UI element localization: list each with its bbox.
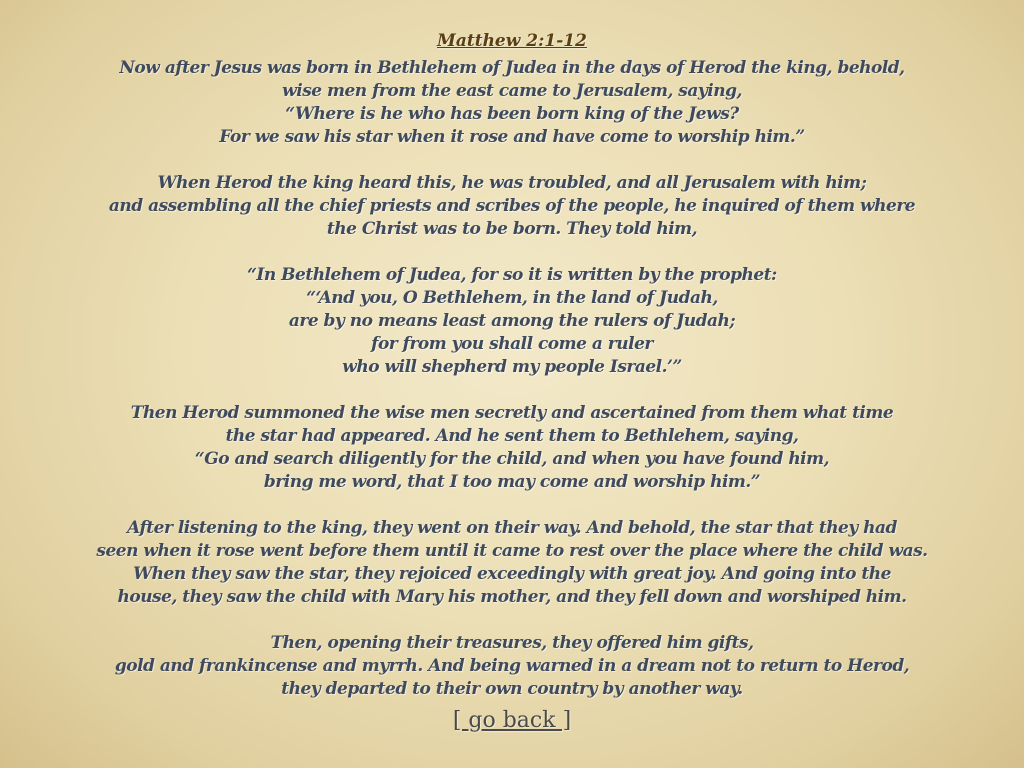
verse-line: for from you shall come a ruler	[371, 334, 653, 355]
verse-line: they departed to their own country by another way.	[281, 679, 743, 700]
go-back-link[interactable]: [ go back ]	[452, 708, 572, 733]
verse-line: are by no means least among the rulers of Judah;	[288, 311, 736, 332]
verse-line: “‘And you, O Bethlehem, in the land of Judah,	[306, 288, 718, 309]
paragraph	[0, 264, 1024, 379]
verse-line: and assembling all the chief priests and scribes of the people, he inquired of them where	[108, 196, 916, 217]
passage-title: Matthew 2:1-12	[437, 31, 587, 51]
paragraph	[0, 632, 1024, 701]
verse-line: wise men from the east came to Jerusalem, saying,	[282, 81, 742, 102]
verse-line: After listening to the king, they went on their way. And behold, the star that they had	[127, 518, 897, 538]
verse-line: When they saw the star, they rejoiced exceedingly with great joy. And going into the	[133, 564, 891, 585]
verse-line: house, they saw the child with Mary his mother, and they fell down and worshiped him.	[117, 587, 907, 608]
verse-line: “In Bethlehem of Judea, for so it is written by the prophet:	[247, 265, 777, 285]
verse-line: Then, opening their treasures, they offered him gifts,	[270, 633, 754, 653]
verse-line: “Where is he who has been born king of the Jews?	[285, 104, 739, 125]
verse-line: the star had appeared. And he sent them to Bethlehem, saying,	[225, 426, 799, 447]
verse-line: “Go and search diligently for the child, and when you have found him,	[194, 449, 830, 470]
verse-line: Now after Jesus was born in Bethlehem of Judea in the days of Herod the king, behold,	[119, 58, 905, 78]
verse-line: bring me word, that I too may come and worship him.”	[263, 472, 761, 493]
verse-line: For we saw his star when it rose and have come to worship him.”	[219, 127, 805, 148]
paragraph	[0, 172, 1024, 241]
paragraph	[0, 57, 1024, 149]
verse-line: Then Herod summoned the wise men secretly and ascertained from them what time	[130, 403, 894, 423]
verse-line: When Herod the king heard this, he was troubled, and all Jerusalem with him;	[157, 173, 867, 193]
verse-line: gold and frankincense and myrrh. And being warned in a dream not to return to Herod,	[114, 656, 910, 677]
paragraph	[0, 402, 1024, 494]
verse-line: seen when it rose went before them until it came to rest over the place where the child was.	[96, 541, 928, 562]
verse-line: who will shepherd my people Israel.’”	[342, 357, 682, 378]
verse-line: the Christ was to be born. They told him,	[326, 219, 698, 240]
paragraph	[0, 517, 1024, 609]
